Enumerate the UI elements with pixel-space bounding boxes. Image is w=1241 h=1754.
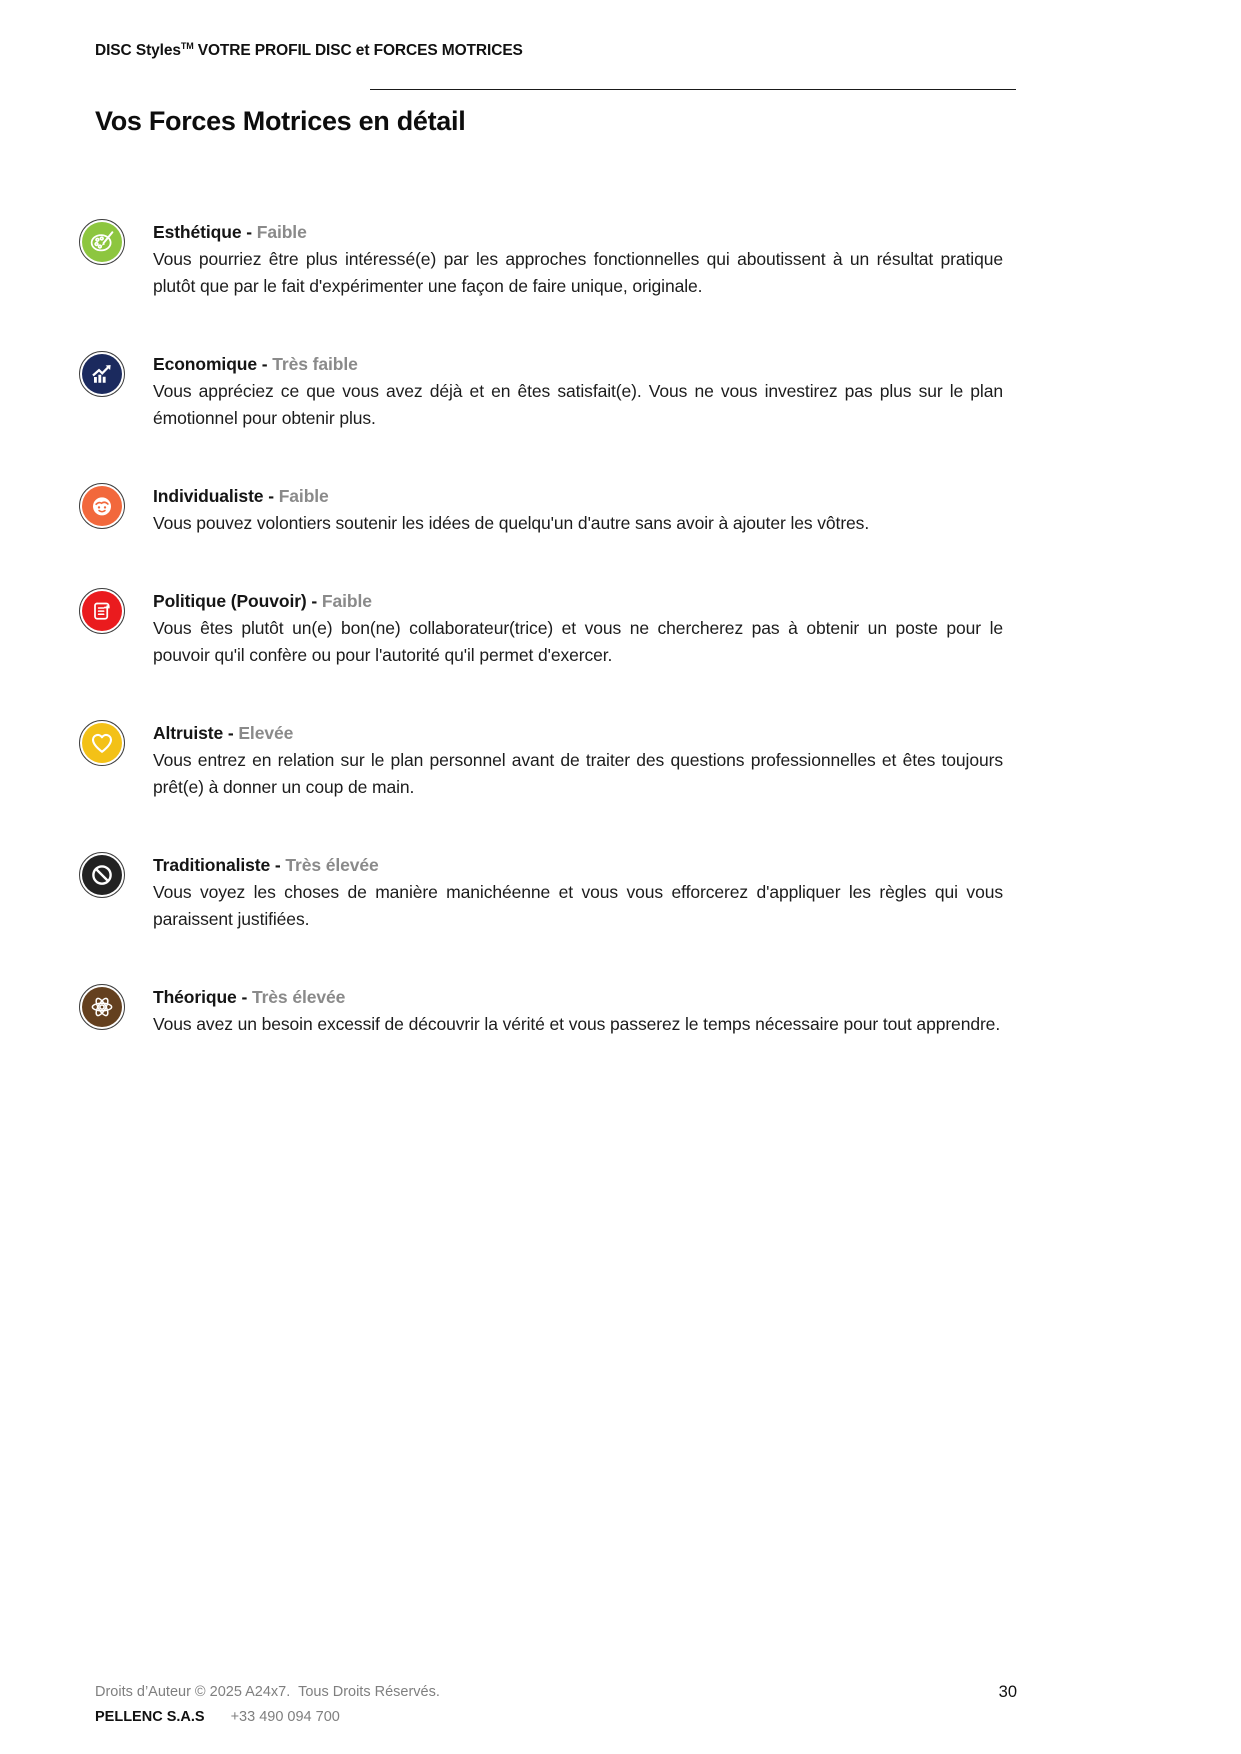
force-title [153,483,1003,510]
force-level-badge: Elevée [238,723,294,743]
trademark-superscript: TM [180,41,194,51]
force-description: Vous voyez les choses de manière manichéenne et vous vous efforcerez d'appliquer les règles qui vous paraissent justifiées. [153,882,1003,929]
force-description: Vous êtes plutôt un(e) bon(ne) collaborateur(trice) et vous ne chercherez pas à obtenir un poste pour le pouvoir qu'il confère ou pour l'autorité qu'il permet d'exercer. [153,618,1003,665]
force-description: Vous appréciez ce que vous avez déjà et en êtes satisfait(e). Vous ne vous investirez pas plus sur le plan émotionnel pour obtenir plus. [153,381,1003,428]
page-number: 30 [998,1683,1017,1701]
force-level-badge: Très faible [272,354,358,374]
title-separator: - [270,855,286,875]
document-subtitle: VOTRE PROFIL DISC et FORCES MOTRICES [197,42,523,59]
heart-icon [82,723,122,763]
force-title [153,351,1003,378]
force-name: Individualiste [153,486,264,506]
force-icon-ring [79,720,125,766]
document-header [95,42,523,60]
force-section [79,984,1003,1038]
force-content [153,483,1003,537]
title-separator: - [306,591,322,611]
force-description: Vous pouvez volontiers soutenir les idées de quelqu'un d'autre sans avoir à ajouter les vôtres. [153,513,870,533]
title-separator: - [257,354,273,374]
bar-chart-icon [82,354,122,394]
force-content [153,720,1003,801]
force-content [153,984,1003,1038]
footer-copyright: Droits d’Auteur © 2025 A24x7. Tous Droits Réservés. [95,1684,440,1700]
force-description: Vous pourriez être plus intéressé(e) par les approches fonctionnelles qui aboutissent à un résultat pratique plutôt que par le fait d'expérimenter une façon de faire unique, originale. [153,249,1003,296]
force-section [79,852,1003,933]
force-level-badge: Très élevée [285,855,379,875]
force-content [153,588,1003,669]
palette-icon [82,222,122,262]
force-section [79,351,1003,432]
page-title: Vos Forces Motrices en détail [95,106,466,136]
title-separator: - [236,987,252,1007]
scroll-icon [82,591,122,631]
force-content [153,351,1003,432]
force-title [153,219,1003,246]
force-section [79,219,1003,300]
force-section [79,483,1003,537]
force-section [79,720,1003,801]
force-name: Esthétique [153,222,242,242]
force-description: Vous avez un besoin excessif de découvrir la vérité et vous passerez le temps nécessaire pour tout apprendre. [153,1014,1001,1034]
force-content [153,852,1003,933]
force-level-badge: Faible [278,486,329,506]
force-title [153,984,1003,1011]
force-icon-ring [79,588,125,634]
atom-icon [82,987,122,1027]
footer-company: PELLENC S.A.S [95,1709,205,1725]
force-icon-ring [79,483,125,529]
force-name: Traditionaliste [153,855,271,875]
person-icon [82,486,122,526]
brand-name: DISC Styles [95,42,181,59]
footer-phone: +33 490 094 700 [230,1709,340,1725]
header-divider-line [370,89,1016,90]
force-description: Vous entrez en relation sur le plan personnel avant de traiter des questions professionnelles et êtes toujours prêt(e) à donner un coup de main. [153,750,1003,797]
force-icon-ring [79,219,125,265]
force-name: Théorique [153,987,237,1007]
force-icon-ring [79,852,125,898]
title-separator: - [263,486,279,506]
force-icon-ring [79,351,125,397]
force-level-badge: Très élevée [251,987,346,1007]
force-name: Economique [153,354,258,374]
force-name: Politique (Pouvoir) [153,591,307,611]
force-level-badge: Faible [321,591,372,611]
force-title [153,852,1003,879]
force-section [79,588,1003,669]
forces-list [79,219,1003,1089]
force-title [153,720,1003,747]
title-separator: - [223,723,239,743]
prohibition-icon [82,855,122,895]
force-content [153,219,1003,300]
force-name: Altruiste [153,723,224,743]
force-title [153,588,1003,615]
footer-company-line [95,1709,340,1725]
title-separator: - [241,222,257,242]
force-level-badge: Faible [256,222,307,242]
force-icon-ring [79,984,125,1030]
